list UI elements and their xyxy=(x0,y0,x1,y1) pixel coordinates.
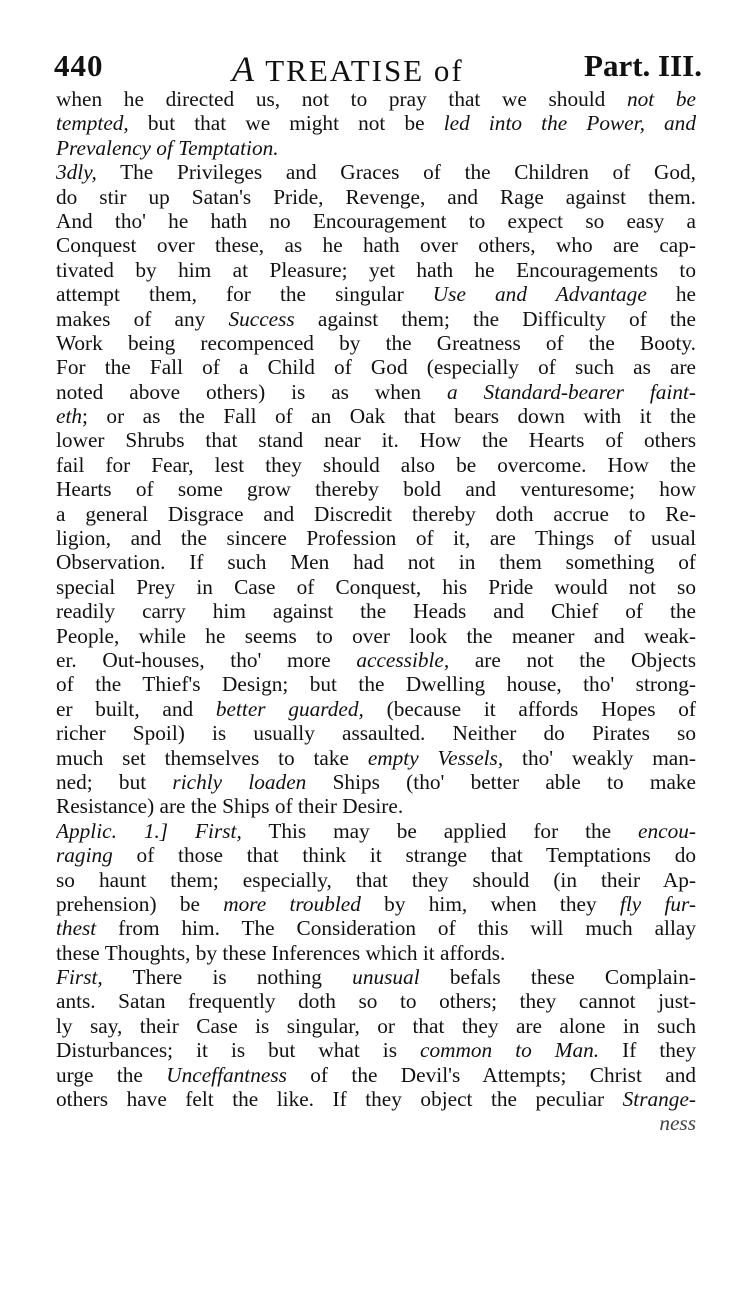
text-run: ants. Satan frequently doth so to others; they cannot just- xyxy=(56,989,696,1014)
text-run: richer Spoil) is usually assaulted. Neither do Pirates so xyxy=(56,721,696,746)
italic-run: common to Man. xyxy=(420,1038,600,1063)
text-line xyxy=(56,526,696,550)
text-run: tivated by him at Pleasure; yet hath he Encouragements to xyxy=(56,257,696,282)
text-line xyxy=(56,136,696,160)
text-run: readily carry him against the Heads and Chief of the xyxy=(56,599,696,624)
text-run: against them; the Difficulty of the xyxy=(294,306,696,331)
italic-run: led into the Power, xyxy=(443,111,645,136)
text-line xyxy=(56,233,696,257)
text-run: ly say, their Case is singular, or that they are alone in such xyxy=(56,1013,696,1038)
text-line xyxy=(56,965,696,989)
text-run: urge the xyxy=(56,1062,167,1087)
text-line xyxy=(56,819,696,843)
text-run: much set themselves to take xyxy=(56,745,368,770)
text-line xyxy=(56,87,696,111)
text-line xyxy=(56,1063,696,1087)
running-title xyxy=(232,48,464,90)
text-line xyxy=(56,502,696,526)
italic-run: raging xyxy=(56,843,113,868)
italic-run: encou- xyxy=(638,818,696,843)
text-line xyxy=(56,331,696,355)
text-run: For the Fall of a Child of God (especially of such as are xyxy=(56,355,696,380)
italic-run: First, xyxy=(56,965,103,990)
text-run: ned; but xyxy=(56,769,173,794)
part-label: Part. III. xyxy=(584,48,702,83)
text-line xyxy=(56,185,696,209)
italic-run: more troubled xyxy=(223,891,361,916)
text-run: others have felt the like. If they object the peculiar xyxy=(56,1087,623,1112)
text-line xyxy=(56,672,696,696)
text-line xyxy=(56,941,696,965)
italic-run: accessible, xyxy=(356,647,450,672)
italic-run: Applic. 1.] xyxy=(56,818,169,843)
text-line xyxy=(56,380,696,404)
text-run: There is nothing xyxy=(102,965,353,990)
text-run: when he directed us, not to pray that we should xyxy=(56,87,627,111)
text-run: do stir up Satan's Pride, Revenge, and Rage against them. xyxy=(56,184,696,209)
text-run: prehension) be xyxy=(56,891,224,916)
italic-run: Unceffantness xyxy=(166,1062,287,1087)
text-run: er. Out-houses, tho' more xyxy=(56,647,357,672)
text-run: of those that think it strange that Temptations do xyxy=(112,843,696,868)
italic-run: fly fur- xyxy=(619,891,696,916)
italic-run: tempted, xyxy=(56,111,129,136)
italic-run: a Standard-bearer faint- xyxy=(446,379,696,404)
text-line xyxy=(56,282,696,306)
text-run: from him. The Consideration of this will much allay xyxy=(96,916,696,941)
text-line xyxy=(56,1038,696,1062)
text-run: Ships (tho' better able to make xyxy=(306,769,696,794)
text-run: makes of any xyxy=(56,306,229,331)
text-run: Disturbances; it is but what is xyxy=(56,1038,421,1063)
italic-run: empty Vessels, xyxy=(367,745,504,770)
text-run: these Thoughts, by these Inferences which it affords. xyxy=(56,940,506,965)
italic-run: thest xyxy=(56,916,97,941)
text-line xyxy=(56,843,696,867)
text-line xyxy=(56,355,696,379)
text-run: Observation. If such Men had not in them something of xyxy=(56,550,696,575)
text-line xyxy=(56,160,696,184)
italic-run: ness xyxy=(659,1111,696,1136)
italic-run: and xyxy=(644,111,696,136)
italic-run: 3dly, xyxy=(56,160,97,185)
text-run: special Prey in Case of Conquest, his Pride would not so xyxy=(56,574,696,599)
text-line xyxy=(56,258,696,282)
italic-run: Success xyxy=(228,306,295,331)
italic-run: unusual xyxy=(352,965,420,990)
text-run: fail for Fear, lest they should also be overcome. How the xyxy=(56,452,696,477)
text-line xyxy=(56,648,696,672)
text-line xyxy=(56,453,696,477)
text-run: ligion, and the sincere Profession of it, are Things of usual xyxy=(56,526,696,551)
italic-run: Prevalency of Temptation. xyxy=(56,135,279,160)
text-line xyxy=(56,1111,696,1135)
italic-run: Use and Advantage xyxy=(432,282,647,307)
text-line xyxy=(56,916,696,940)
text-line xyxy=(56,599,696,623)
text-run: If they xyxy=(599,1038,696,1063)
italic-run: First, xyxy=(195,818,242,843)
text-line xyxy=(56,746,696,770)
italic-run: not be xyxy=(627,87,696,111)
text-line xyxy=(56,989,696,1013)
text-run: Hearts of some grow thereby bold and venturesome; how xyxy=(56,477,696,502)
italic-run: Strange- xyxy=(622,1087,696,1112)
text-line xyxy=(56,1087,696,1111)
text-run: The Privileges and Graces of the Children of God, xyxy=(96,160,696,185)
text-line xyxy=(56,209,696,233)
text-run: (because it affords Hopes of xyxy=(363,696,696,721)
italic-run: eth xyxy=(56,404,83,429)
text-run: ; or as the Fall of an Oak that bears down with it the xyxy=(82,404,696,429)
text-run: Resistance) are the Ships of their Desire. xyxy=(56,794,404,819)
text-line xyxy=(56,550,696,574)
title-rest: TREATISE of xyxy=(265,53,464,88)
body-text xyxy=(56,87,696,1136)
text-run: by him, when they xyxy=(360,891,620,916)
text-line xyxy=(56,892,696,916)
text-line xyxy=(56,868,696,892)
text-run: are not the Objects xyxy=(449,647,696,672)
text-line xyxy=(56,1014,696,1038)
italic-run: better guarded, xyxy=(215,696,364,721)
text-line xyxy=(56,794,696,818)
text-line xyxy=(56,624,696,648)
title-initial: A xyxy=(232,49,256,89)
text-run: of the Devil's Attempts; Christ and xyxy=(286,1062,696,1087)
text-run: he xyxy=(646,282,696,307)
text-run: lower Shrubs that stand near it. How the Hearts of others xyxy=(56,428,696,453)
running-header xyxy=(52,48,702,88)
text-run xyxy=(168,819,195,843)
italic-run: richly loaden xyxy=(172,769,307,794)
text-run: of the Thief's Design; but the Dwelling house, tho' strong- xyxy=(56,672,696,697)
text-line xyxy=(56,575,696,599)
text-line xyxy=(56,770,696,794)
text-run: befals these Complain- xyxy=(419,965,696,990)
text-line xyxy=(56,404,696,428)
text-run: but that we might not be xyxy=(128,111,444,136)
text-run: er built, and xyxy=(56,696,216,721)
text-run: a general Disgrace and Discredit thereby doth accrue to Re- xyxy=(56,501,696,526)
text-line xyxy=(56,428,696,452)
text-line xyxy=(56,721,696,745)
text-run: People, while he seems to over look the meaner and weak- xyxy=(56,623,696,648)
text-line xyxy=(56,307,696,331)
text-line xyxy=(56,697,696,721)
text-run: And tho' he hath no Encouragement to expect so easy a xyxy=(56,208,696,233)
text-run: Work being recompenced by the Greatness of the Booty. xyxy=(56,330,696,355)
text-run: tho' weakly man- xyxy=(503,745,696,770)
text-run: attempt them, for the singular xyxy=(56,282,433,307)
page-number: 440 xyxy=(54,48,104,83)
text-line xyxy=(56,111,696,135)
text-run: noted above others) is as when xyxy=(56,379,447,404)
text-run: This may be applied for the xyxy=(241,818,639,843)
text-run: so haunt them; especially, that they should (in their Ap- xyxy=(56,867,696,892)
text-run: Conquest over these, as he hath over others, who are cap- xyxy=(56,233,696,258)
text-line xyxy=(56,477,696,501)
